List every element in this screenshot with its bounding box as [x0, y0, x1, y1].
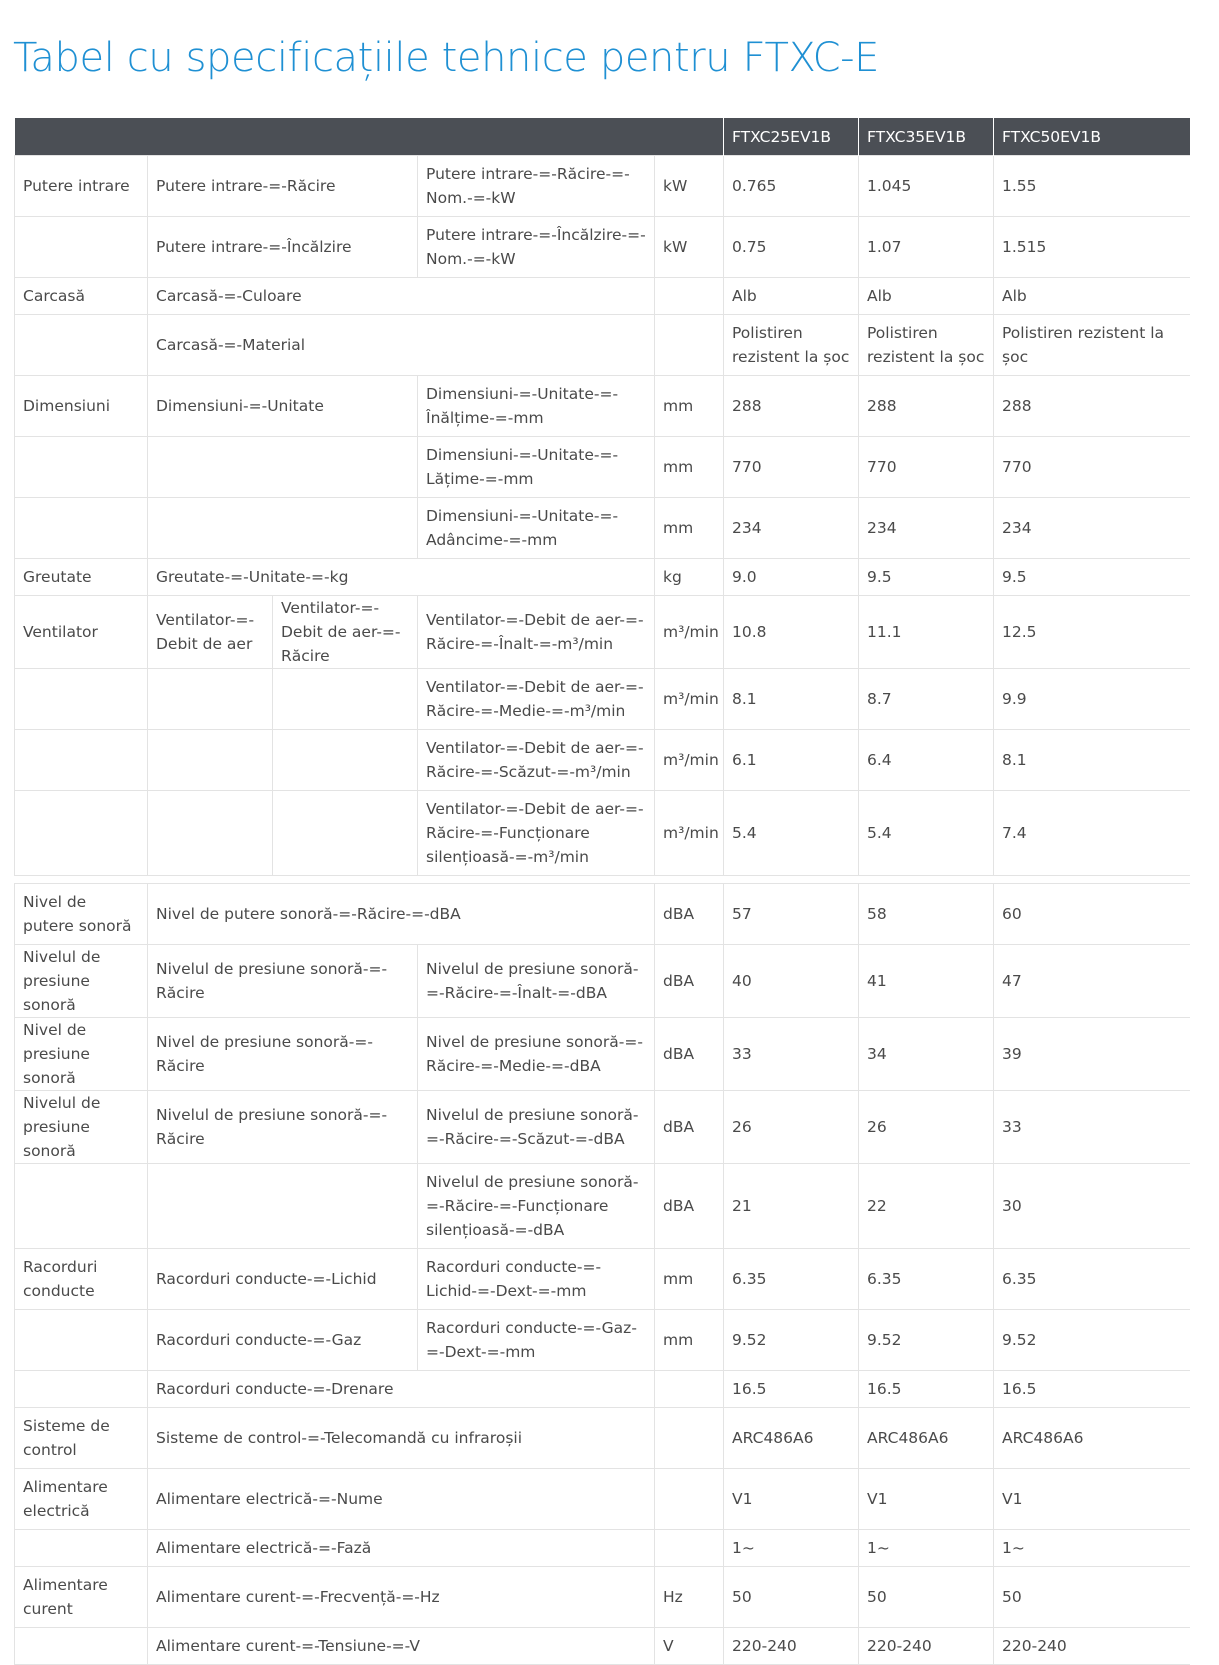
row-unit	[655, 315, 724, 376]
row-value: Polistiren rezistent la șoc	[994, 315, 1190, 376]
row-value: 234	[724, 498, 859, 559]
row-unit	[655, 1408, 724, 1469]
table-row	[15, 1628, 1190, 1665]
row-value: 8.1	[724, 669, 859, 730]
row-category: Ventilator	[15, 596, 148, 669]
row-detail: Ventilator-=-Debit de aer-=-Răcire-=-Funcționare silențioasă-=-m³/min	[418, 791, 655, 876]
table-row	[15, 730, 1190, 791]
row-detail: Nivel de presiune sonoră-=-Răcire-=-Medie-=-dBA	[418, 1018, 655, 1091]
row-unit: mm	[655, 1310, 724, 1371]
row-unit: dBA	[655, 1164, 724, 1249]
table-row	[15, 1371, 1190, 1408]
row-value: 21	[724, 1164, 859, 1249]
row-value: 33	[994, 1091, 1190, 1164]
row-value: 58	[859, 884, 994, 945]
page-title: Tabel cu specificațiile tehnice pentru FTXC-E	[13, 35, 880, 81]
row-label: Alimentare electrică-=-Nume	[148, 1469, 655, 1530]
row-value: ARC486A6	[859, 1408, 994, 1469]
row-category	[15, 669, 148, 730]
row-unit: dBA	[655, 884, 724, 945]
row-unit	[655, 278, 724, 315]
table-row	[15, 437, 1190, 498]
row-value: 7.4	[994, 791, 1190, 876]
row-category: Putere intrare	[15, 156, 148, 217]
row-value: 1.515	[994, 217, 1190, 278]
row-value: 16.5	[859, 1371, 994, 1408]
row-value: 220-240	[859, 1628, 994, 1665]
row-subcategory: Nivel de presiune sonoră-=-Răcire	[148, 1018, 418, 1091]
row-subcategory: Putere intrare-=-Răcire	[148, 156, 418, 217]
table-row	[15, 791, 1190, 876]
row-value: 50	[859, 1567, 994, 1628]
row-category	[15, 315, 148, 376]
row-value: 5.4	[724, 791, 859, 876]
row-value: 50	[994, 1567, 1190, 1628]
table-row	[15, 498, 1190, 559]
row-unit: Hz	[655, 1567, 724, 1628]
row-subcategory: Dimensiuni-=-Unitate	[148, 376, 418, 437]
table-row	[15, 669, 1190, 730]
row-value: 6.35	[724, 1249, 859, 1310]
row-subcategory	[148, 791, 273, 876]
row-value: 9.9	[994, 669, 1190, 730]
row-value: 288	[994, 376, 1190, 437]
row-detail: Dimensiuni-=-Unitate-=-Lățime-=-mm	[418, 437, 655, 498]
row-value: 220-240	[994, 1628, 1190, 1665]
table-row	[15, 1408, 1190, 1469]
row-value: 1.07	[859, 217, 994, 278]
row-value: 34	[859, 1018, 994, 1091]
header-model: FTXC35EV1B	[859, 118, 994, 156]
row-unit: mm	[655, 498, 724, 559]
table-row	[15, 559, 1190, 596]
row-subcategory	[148, 498, 418, 559]
row-subcategory	[148, 669, 273, 730]
row-detail: Nivelul de presiune sonoră-=-Răcire-=-Scăzut-=-dBA	[418, 1091, 655, 1164]
row-value: 1.55	[994, 156, 1190, 217]
spec-table	[14, 118, 1190, 1665]
row-category	[15, 1164, 148, 1249]
row-label: Carcasă-=-Culoare	[148, 278, 655, 315]
row-category	[15, 730, 148, 791]
row-value: 10.8	[724, 596, 859, 669]
row-subcategory: Nivelul de presiune sonoră-=-Răcire	[148, 945, 418, 1018]
row-value: V1	[994, 1469, 1190, 1530]
row-value: 22	[859, 1164, 994, 1249]
row-value: 60	[994, 884, 1190, 945]
table-row	[15, 376, 1190, 437]
row-detail: Putere intrare-=-Încălzire-=-Nom.-=-kW	[418, 217, 655, 278]
row-category: Alimentare electrică	[15, 1469, 148, 1530]
row-value: 6.35	[994, 1249, 1190, 1310]
row-value: 9.0	[724, 559, 859, 596]
table-row	[15, 315, 1190, 376]
row-category	[15, 217, 148, 278]
row-unit: kg	[655, 559, 724, 596]
row-detail: Racorduri conducte-=-Gaz-=-Dext-=-mm	[418, 1310, 655, 1371]
row-detail: Ventilator-=-Debit de aer-=-Răcire-=-Scăzut-=-m³/min	[418, 730, 655, 791]
row-value: 770	[994, 437, 1190, 498]
row-unit: kW	[655, 217, 724, 278]
row-value: 770	[724, 437, 859, 498]
row-label: Greutate-=-Unitate-=-kg	[148, 559, 655, 596]
row-value: 47	[994, 945, 1190, 1018]
row-category: Greutate	[15, 559, 148, 596]
row-category: Racorduri conducte	[15, 1249, 148, 1310]
row-subgroup	[273, 730, 418, 791]
header-blank	[15, 118, 724, 156]
row-value: 1~	[859, 1530, 994, 1567]
table-row	[15, 1249, 1190, 1310]
row-subcategory: Racorduri conducte-=-Lichid	[148, 1249, 418, 1310]
row-value: 9.52	[859, 1310, 994, 1371]
row-category: Nivelul de presiune sonoră	[15, 945, 148, 1018]
row-value: 234	[859, 498, 994, 559]
row-value: Alb	[994, 278, 1190, 315]
row-value: 11.1	[859, 596, 994, 669]
table-row	[15, 1469, 1190, 1530]
row-value: 234	[994, 498, 1190, 559]
row-value: 16.5	[994, 1371, 1190, 1408]
table-row	[15, 1091, 1190, 1164]
row-subgroup	[273, 791, 418, 876]
row-category	[15, 1530, 148, 1567]
row-value: 6.1	[724, 730, 859, 791]
row-label: Alimentare curent-=-Tensiune-=-V	[148, 1628, 655, 1665]
row-value: Polistiren rezistent la șoc	[859, 315, 994, 376]
row-value: 12.5	[994, 596, 1190, 669]
row-unit	[655, 1371, 724, 1408]
row-value: 57	[724, 884, 859, 945]
row-value: 6.4	[859, 730, 994, 791]
row-value: Alb	[724, 278, 859, 315]
row-value: Polistiren rezistent la șoc	[724, 315, 859, 376]
row-category	[15, 1371, 148, 1408]
row-subcategory	[148, 730, 273, 791]
row-value: ARC486A6	[724, 1408, 859, 1469]
row-unit: kW	[655, 156, 724, 217]
row-gap	[15, 876, 1190, 884]
row-value: 1~	[724, 1530, 859, 1567]
row-unit: mm	[655, 376, 724, 437]
row-value: 50	[724, 1567, 859, 1628]
row-value: 1~	[994, 1530, 1190, 1567]
row-value: 26	[859, 1091, 994, 1164]
row-value: 1.045	[859, 156, 994, 217]
row-unit: V	[655, 1628, 724, 1665]
row-label: Sisteme de control-=-Telecomandă cu infraroșii	[148, 1408, 655, 1469]
row-detail: Ventilator-=-Debit de aer-=-Răcire-=-Medie-=-m³/min	[418, 669, 655, 730]
table-row	[15, 945, 1190, 1018]
table-row	[15, 596, 1190, 669]
row-detail: Ventilator-=-Debit de aer-=-Răcire-=-Înalt-=-m³/min	[418, 596, 655, 669]
table-header-row	[15, 118, 1190, 156]
row-value: 33	[724, 1018, 859, 1091]
row-value: 220-240	[724, 1628, 859, 1665]
row-detail: Nivelul de presiune sonoră-=-Răcire-=-Înalt-=-dBA	[418, 945, 655, 1018]
row-detail: Dimensiuni-=-Unitate-=-Înălțime-=-mm	[418, 376, 655, 437]
header-model: FTXC25EV1B	[724, 118, 859, 156]
row-unit: dBA	[655, 945, 724, 1018]
row-label: Carcasă-=-Material	[148, 315, 655, 376]
row-subcategory: Ventilator-=-Debit de aer	[148, 596, 273, 669]
row-detail: Dimensiuni-=-Unitate-=-Adâncime-=-mm	[418, 498, 655, 559]
row-unit: mm	[655, 1249, 724, 1310]
row-value: 9.5	[994, 559, 1190, 596]
row-category	[15, 437, 148, 498]
row-value: 5.4	[859, 791, 994, 876]
row-value: 26	[724, 1091, 859, 1164]
table-row	[15, 1164, 1190, 1249]
row-unit	[655, 1530, 724, 1567]
row-value: 9.52	[724, 1310, 859, 1371]
row-category: Dimensiuni	[15, 376, 148, 437]
row-label: Alimentare electrică-=-Fază	[148, 1530, 655, 1567]
row-label: Nivel de putere sonoră-=-Răcire-=-dBA	[148, 884, 655, 945]
row-value: 8.7	[859, 669, 994, 730]
row-value: 41	[859, 945, 994, 1018]
row-value: 9.5	[859, 559, 994, 596]
row-subgroup	[273, 669, 418, 730]
row-value: 16.5	[724, 1371, 859, 1408]
row-value: 8.1	[994, 730, 1190, 791]
row-subcategory: Putere intrare-=-Încălzire	[148, 217, 418, 278]
row-unit: m³/min	[655, 669, 724, 730]
row-value: 288	[724, 376, 859, 437]
row-detail: Putere intrare-=-Răcire-=-Nom.-=-kW	[418, 156, 655, 217]
row-value: V1	[724, 1469, 859, 1530]
row-value: 40	[724, 945, 859, 1018]
row-category	[15, 1310, 148, 1371]
row-category: Nivel de putere sonoră	[15, 884, 148, 945]
table-row	[15, 1018, 1190, 1091]
row-value: 0.75	[724, 217, 859, 278]
row-value: 30	[994, 1164, 1190, 1249]
row-unit	[655, 1469, 724, 1530]
header-model: FTXC50EV1B	[994, 118, 1190, 156]
row-unit: m³/min	[655, 596, 724, 669]
row-category: Carcasă	[15, 278, 148, 315]
row-category: Nivelul de presiune sonoră	[15, 1091, 148, 1164]
row-value: 770	[859, 437, 994, 498]
row-subcategory	[148, 1164, 418, 1249]
row-category	[15, 1628, 148, 1665]
row-subcategory: Nivelul de presiune sonoră-=-Răcire	[148, 1091, 418, 1164]
row-subcategory	[148, 437, 418, 498]
row-detail: Racorduri conducte-=-Lichid-=-Dext-=-mm	[418, 1249, 655, 1310]
row-category: Sisteme de control	[15, 1408, 148, 1469]
row-value: 0.765	[724, 156, 859, 217]
table-row	[15, 156, 1190, 217]
row-detail: Nivelul de presiune sonoră-=-Răcire-=-Funcționare silențioasă-=-dBA	[418, 1164, 655, 1249]
row-subcategory: Racorduri conducte-=-Gaz	[148, 1310, 418, 1371]
row-unit: m³/min	[655, 730, 724, 791]
row-value: 9.52	[994, 1310, 1190, 1371]
row-category: Alimentare curent	[15, 1567, 148, 1628]
row-subgroup: Ventilator-=-Debit de aer-=-Răcire	[273, 596, 418, 669]
table-row	[15, 884, 1190, 945]
table-row	[15, 1310, 1190, 1371]
table-row	[15, 1567, 1190, 1628]
row-label: Alimentare curent-=-Frecvență-=-Hz	[148, 1567, 655, 1628]
row-category: Nivel de presiune sonoră	[15, 1018, 148, 1091]
row-unit: m³/min	[655, 791, 724, 876]
table-row	[15, 1530, 1190, 1567]
row-value: 39	[994, 1018, 1190, 1091]
row-value: 6.35	[859, 1249, 994, 1310]
row-value: ARC486A6	[994, 1408, 1190, 1469]
row-value: 288	[859, 376, 994, 437]
row-value: Alb	[859, 278, 994, 315]
row-category	[15, 498, 148, 559]
row-unit: dBA	[655, 1018, 724, 1091]
table-row	[15, 217, 1190, 278]
row-category	[15, 791, 148, 876]
row-value: V1	[859, 1469, 994, 1530]
table-row	[15, 278, 1190, 315]
row-unit: mm	[655, 437, 724, 498]
row-gap-cell	[15, 876, 1190, 884]
row-unit: dBA	[655, 1091, 724, 1164]
row-label: Racorduri conducte-=-Drenare	[148, 1371, 655, 1408]
